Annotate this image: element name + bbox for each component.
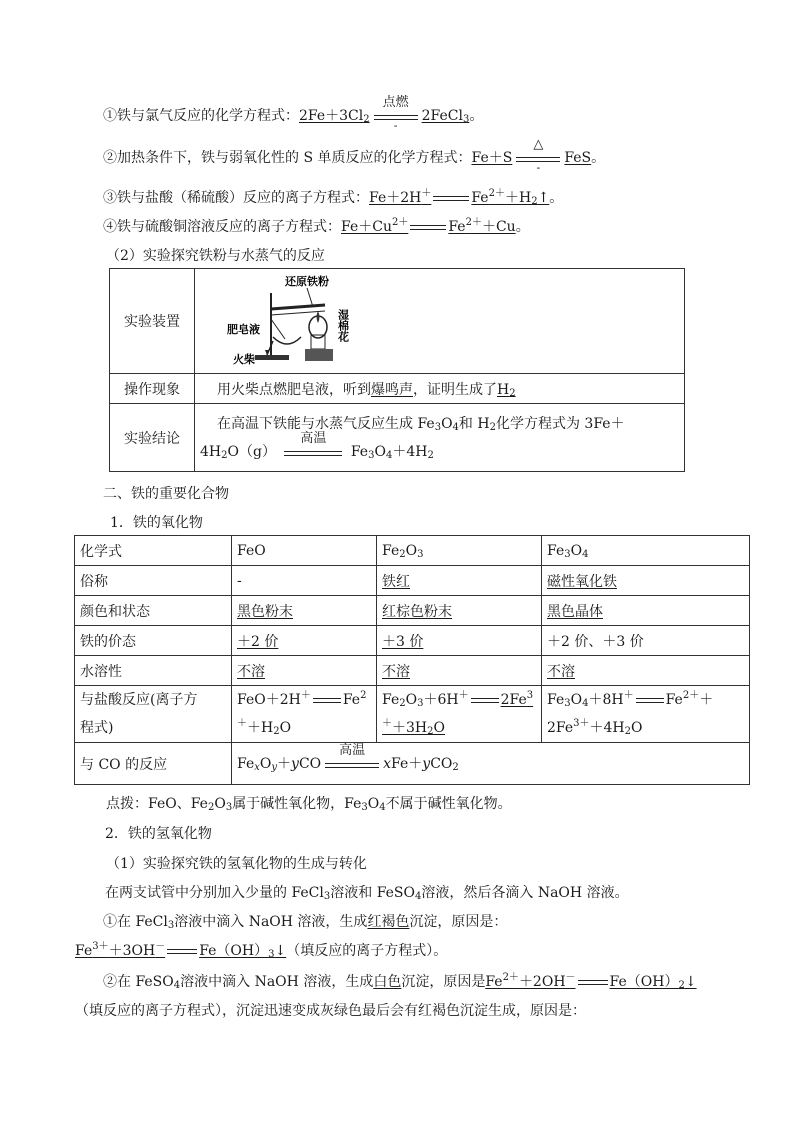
eq-1-rhs: 2FeCl$_3$ bbox=[421, 108, 470, 125]
eq-line-4: ④铁与硫酸铜溶液反应的离子方程式：$Fe+Cu^{2+}$ $Fe^{2+}+Cu$。 bbox=[103, 217, 530, 235]
oxide-row-color-state: 颜色和状态 黑色粉末 红棕色粉末 黑色晶体 bbox=[75, 596, 750, 626]
svg-text:还原铁粉: 还原铁粉 bbox=[285, 275, 329, 288]
section-2-heading: （2）实验探究铁粉与水蒸气的反应 bbox=[106, 248, 325, 264]
eq-line-2: ②加热条件下，铁与弱氧化性的 S 单质反应的化学方程式：Fe＋S △ - FeS。 bbox=[103, 137, 606, 174]
iron-oxide-table bbox=[74, 535, 750, 785]
subsection-2-1-heading: （1）实验探究铁的氢氧化物的生成与转化 bbox=[106, 856, 367, 872]
exp-row-conclusion-label: 实验结论 bbox=[110, 404, 195, 472]
exp-row-phenomenon: 用火柴点燃肥皂液，听到爆鸣声，证明生成了$H_2$ bbox=[195, 374, 685, 404]
oxide-row-solubility: 水溶性 不溶 不溶 不溶 bbox=[75, 656, 750, 686]
eq-line-3: ③铁与盐酸（稀硫酸）反应的离子方程式：Fe＋2H＋ $Fe^{2+}+H_2↑$。 bbox=[103, 188, 564, 207]
exp-row-conclusion: 在高温下铁能与水蒸气反应生成 $Fe_3O_4$和 $H_2$化学方程式为 3Fe＋ $4H_2O(g)$ 高温 $Fe_3O_4+4H_2$ bbox=[195, 404, 685, 472]
exp-row-phenomenon-label: 操作现象 bbox=[110, 374, 195, 404]
apparatus-diagram bbox=[225, 271, 385, 371]
eq-2-rhs: FeS bbox=[564, 150, 592, 166]
oxide-row-common-name: 俗称 - 铁红 磁性氧化铁 bbox=[75, 566, 750, 596]
apparatus-image bbox=[195, 269, 685, 374]
oxide-header-fe3o4: $Fe_3O_4$ bbox=[542, 536, 750, 566]
question-1: ①在 FeCl$_3$溶液中滴入 NaOH 溶液，生成红褐色沉淀，原因是： bbox=[103, 914, 508, 931]
oxide-header-feo: FeO bbox=[232, 536, 377, 566]
subsection-1-heading: 1．铁的氧化物 bbox=[110, 515, 203, 531]
oxide-row-valence: 铁的价态 ＋2 价 ＋3 价 ＋2 价、＋3 价 bbox=[75, 626, 750, 656]
question-2: ②在 FeSO$_4$溶液中滴入 NaOH 溶液，生成白色沉淀，原因是$Fe^{2+}+2OH^-$ $Fe(OH)_2↓$ bbox=[103, 972, 697, 991]
svg-text:火柴: 火柴 bbox=[233, 353, 255, 366]
eq-1-lhs: $2Fe+3Cl_2$ bbox=[299, 108, 370, 125]
eq-3-answer: Fe＋2H＋ $Fe^{2+}+H_2↑$ bbox=[369, 188, 550, 207]
eq-3-prompt: ③铁与盐酸（稀硫酸）反应的离子方程式： bbox=[103, 190, 369, 206]
oxide-header-formula: 化学式 bbox=[75, 536, 232, 566]
eq-1-sign: 点燃 - bbox=[372, 106, 420, 126]
eq-2-prompt: ②加热条件下，铁与弱氧化性的 S 单质反应的化学方程式： bbox=[103, 150, 472, 166]
subsection-2-heading: 2．铁的氢氧化物 bbox=[105, 826, 212, 842]
eq-4-answer: $Fe+Cu^{2+}$ $Fe^{2+}+Cu$ bbox=[341, 217, 516, 235]
oxide-row-hcl: 与盐酸反应(离子方 程式) FeO＋2H＋ Fe$^2$ $^++H_2O$ $Fe_2O_3+6H^+$ 2Fe$^3$ $^++3H_2O$ $Fe_3O_4+8H^+$ $Fe^{2+}+$ $2Fe^{3+}+4H_2O$ bbox=[75, 686, 750, 743]
eq-2-lhs: Fe＋S bbox=[471, 150, 513, 166]
tip-line: 点拨：FeO、$Fe_2O_3$属于碱性氧化物，$Fe_3O_4$不属于碱性氧化物。 bbox=[106, 796, 512, 813]
svg-text:湿棉花: 湿棉花 bbox=[336, 309, 350, 342]
svg-text:肥皂液: 肥皂液 bbox=[227, 323, 260, 336]
question-3: （填反应的离子方程式），沉淀迅速变成灰绿色最后会有红褐色沉淀生成，原因是： bbox=[75, 1003, 586, 1019]
part-2-heading: 二、铁的重要化合物 bbox=[103, 486, 229, 502]
exp-row-apparatus-label: 实验装置 bbox=[110, 269, 195, 374]
oxide-header-fe2o3: $Fe_2O_3$ bbox=[377, 536, 542, 566]
eq-4-prompt: ④铁与硫酸铜溶液反应的离子方程式： bbox=[103, 219, 341, 235]
eq-1-prompt: ①铁与氯气反应的化学方程式： bbox=[103, 108, 299, 124]
eq-line-1: ①铁与氯气反应的化学方程式：$2Fe+3Cl_2$ 点燃 - 2FeCl$_3$。 bbox=[103, 95, 484, 132]
eq-2-sign: △ - bbox=[514, 148, 562, 168]
oxide-row-co: 与 CO 的反应 $Fe_xO_y+yCO$ 高温 xFe＋yCO$_2$ bbox=[75, 743, 750, 785]
question-1-answer: $Fe^{3+}+3OH^-$ $Fe(OH)_3↓$（填反应的离子方程式）。 bbox=[75, 941, 448, 960]
sub2-paragraph-1: 在两支试管中分别加入少量的 FeCl$_3$溶液和 FeSO$_4$溶液，然后各滴入 NaOH 溶液。 bbox=[105, 885, 629, 902]
experiment-table bbox=[109, 268, 685, 472]
